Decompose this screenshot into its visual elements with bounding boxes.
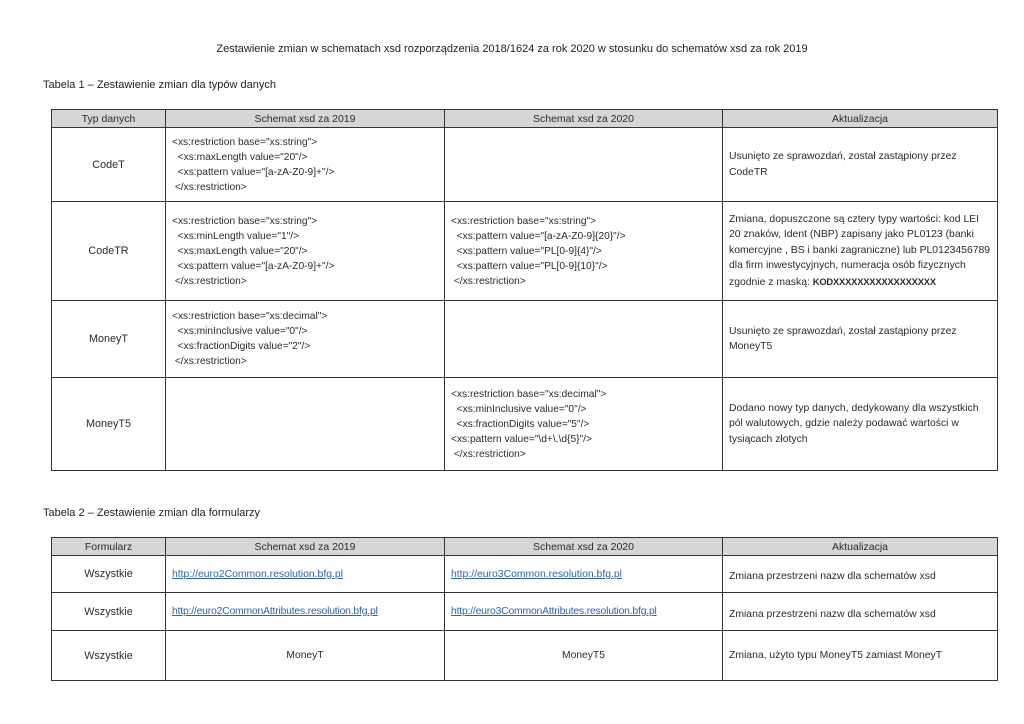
column-header-type: Typ danych bbox=[52, 110, 166, 128]
column-header-schema-2020: Schemat xsd za 2020 bbox=[445, 538, 723, 556]
data-types-table bbox=[51, 109, 998, 471]
update-cell: Usunięto ze sprawozdań, został zastąpiony przez CodeTR bbox=[723, 128, 998, 202]
forms-table bbox=[51, 537, 998, 681]
mask-text: KODXXXXXXXXXXXXXXXXX bbox=[812, 275, 936, 287]
update-text: Zmiana, dopuszczone są cztery typy wartości: kod LEI 20 znaków, Ident (NBP) zapisany jako PL0123 (banki komercyjne , BS i banki zagraniczne) lub PL0123456789 dla firm inwestycyjnych, numeracja osób fizycznych zgodnie z maską: bbox=[729, 213, 991, 288]
table-row bbox=[52, 378, 998, 471]
schema-2020-cell bbox=[445, 301, 723, 378]
namespace-link-2019[interactable]: http://euro2CommonAttributes.resolution.bfg.pl bbox=[172, 606, 378, 617]
table-header-row bbox=[52, 110, 998, 128]
schema-2019-cell bbox=[166, 593, 445, 631]
type-cell: CodeTR bbox=[52, 202, 166, 301]
schema-2019-cell: <xs:restriction base="xs:string"> <xs:minLength value="1"/> <xs:maxLength value="20"/> <xs:pattern value="[a-zA-Z0-9]+"/> </xs:restriction> bbox=[166, 202, 445, 301]
type-cell: MoneyT bbox=[52, 301, 166, 378]
update-cell: Zmiana przestrzeni nazw dla schematów xsd bbox=[723, 556, 998, 593]
form-cell: Wszystkie bbox=[52, 593, 166, 631]
column-header-form: Formularz bbox=[52, 538, 166, 556]
namespace-link-2020[interactable]: http://euro3Common.resolution.bfg.pl bbox=[451, 568, 622, 580]
column-header-schema-2019: Schemat xsd za 2019 bbox=[166, 538, 445, 556]
namespace-link-2019[interactable]: http://euro2Common.resolution.bfg.pl bbox=[172, 568, 343, 580]
form-cell: Wszystkie bbox=[52, 556, 166, 593]
table-header-row bbox=[52, 538, 998, 556]
table-row bbox=[52, 202, 998, 301]
update-cell: Zmiana, użyto typu MoneyT5 zamiast MoneyT bbox=[723, 631, 998, 681]
table-row bbox=[52, 128, 998, 202]
form-cell: Wszystkie bbox=[52, 631, 166, 681]
column-header-schema-2019: Schemat xsd za 2019 bbox=[166, 110, 445, 128]
schema-2020-cell: <xs:restriction base="xs:string"> <xs:pattern value="[a-zA-Z0-9]{20}"/> <xs:pattern value="PL[0-9]{4}"/> <xs:pattern value="PL[0-9]{10}"/> </xs:restriction> bbox=[445, 202, 723, 301]
update-cell: Dodano nowy typ danych, dedykowany dla wszystkich pól walutowych, gdzie należy podawać wartości w tysiącach złotych bbox=[723, 378, 998, 471]
schema-2019-cell bbox=[166, 556, 445, 593]
schema-2020-cell bbox=[445, 556, 723, 593]
table-row bbox=[52, 301, 998, 378]
update-cell bbox=[723, 202, 998, 301]
document-title: Zestawienie zmian w schematach xsd rozporządzenia 2018/1624 za rok 2020 w stosunku do schematów xsd za rok 2019 bbox=[216, 43, 808, 55]
schema-2019-cell: <xs:restriction base="xs:decimal"> <xs:minInclusive value="0"/> <xs:fractionDigits value="2"/> </xs:restriction> bbox=[166, 301, 445, 378]
type-cell: CodeT bbox=[52, 128, 166, 202]
schema-2020-cell: MoneyT5 bbox=[445, 631, 723, 681]
update-cell: Zmiana przestrzeni nazw dla schematów xsd bbox=[723, 593, 998, 631]
table-row bbox=[52, 556, 998, 593]
schema-2019-cell: <xs:restriction base="xs:string"> <xs:maxLength value="20"/> <xs:pattern value="[a-zA-Z0-9]+"/> </xs:restriction> bbox=[166, 128, 445, 202]
namespace-link-2020[interactable]: http://euro3CommonAttributes.resolution.bfg.pl bbox=[451, 606, 657, 617]
table1-caption: Tabela 1 – Zestawienie zmian dla typów danych bbox=[43, 79, 276, 91]
schema-2020-cell bbox=[445, 593, 723, 631]
table-row bbox=[52, 631, 998, 681]
schema-2020-cell: <xs:restriction base="xs:decimal"> <xs:minInclusive value="0"/> <xs:fractionDigits value="5"/> <xs:pattern value="\d+\.\d{5}"/> </xs:restriction> bbox=[445, 378, 723, 471]
column-header-update: Aktualizacja bbox=[723, 538, 998, 556]
column-header-schema-2020: Schemat xsd za 2020 bbox=[445, 110, 723, 128]
schema-2019-cell: MoneyT bbox=[166, 631, 445, 681]
schema-2019-cell bbox=[166, 378, 445, 471]
update-cell: Usunięto ze sprawozdań, został zastąpiony przez MoneyT5 bbox=[723, 301, 998, 378]
type-cell: MoneyT5 bbox=[52, 378, 166, 471]
schema-2020-cell bbox=[445, 128, 723, 202]
table-row bbox=[52, 593, 998, 631]
table2-caption: Tabela 2 – Zestawienie zmian dla formularzy bbox=[43, 507, 261, 519]
column-header-update: Aktualizacja bbox=[723, 110, 998, 128]
